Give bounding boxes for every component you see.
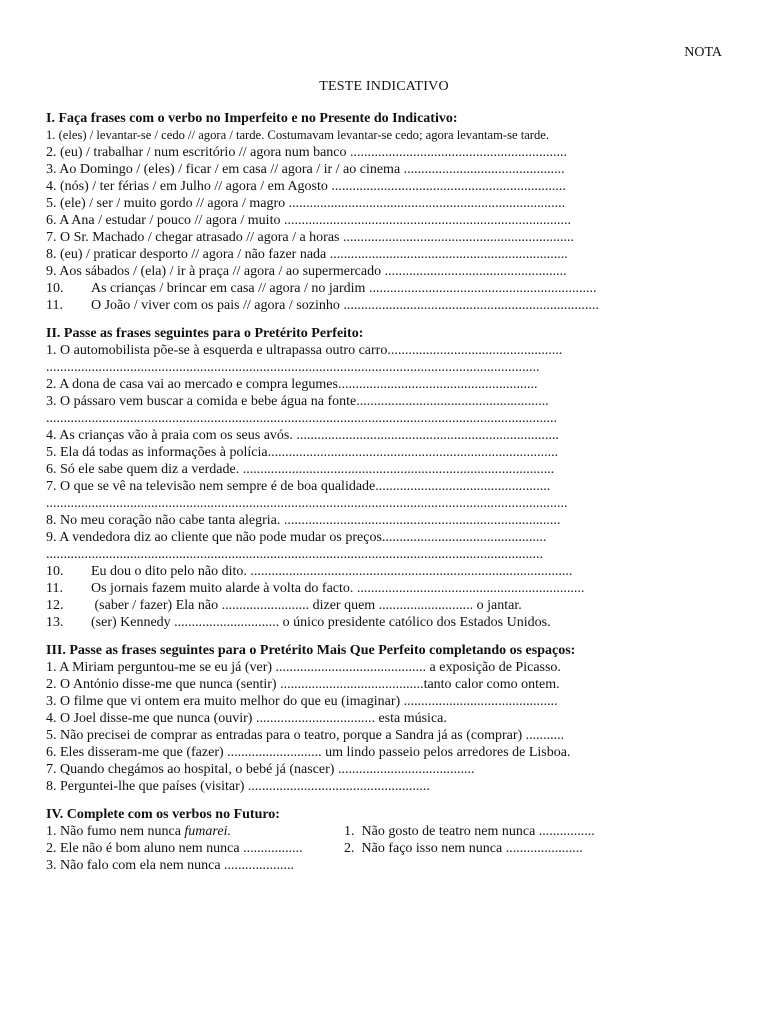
exercise-line: 4. O Joel disse-me que nunca (ouvir) .................................. esta música. (46, 711, 447, 726)
answer-line: .............................................................................................................................................. (46, 547, 543, 562)
exercise-line: 7. O Sr. Machado / chegar atrasado // agora / a horas .................................................................. (46, 230, 575, 245)
line-number: 2. (344, 841, 355, 856)
line-text: Não gosto de teatro nem nunca ................ (361, 824, 595, 839)
exercise-row (46, 857, 736, 874)
line-text: Os jornais fazem muito alarde à volta do facto. ................................................................. (91, 581, 585, 596)
exercise-line: 4. (nós) / ter férias / em Julho // agora / em Agosto ................................................................... (46, 179, 566, 194)
section-3-heading: III. Passe as frases seguintes para o Pretérito Mais Que Perfeito completando os espaços: (46, 643, 576, 658)
section-1 (46, 110, 736, 314)
worksheet-content (46, 110, 736, 874)
line-number: 13. (46, 615, 64, 630)
line-number: 1. (344, 824, 355, 839)
page-title: TESTE INDICATIVO (319, 79, 449, 94)
answer-line: ..................................................................................................................................................... (46, 496, 568, 511)
section-2 (46, 325, 736, 631)
exercise-line: 3. O filme que vi ontem era muito melhor do que eu (imaginar) ............................................ (46, 694, 558, 709)
exercise-line: 5. Não precisei de comprar as entradas para o teatro, porque a Sandra já as (comprar) ........... (46, 728, 565, 743)
exercise-line (46, 614, 736, 631)
exercise-line: 3. Ao Domingo / (eles) / ficar / em casa // agora / ir / ao cinema .............................................. (46, 162, 565, 177)
exercise-left: 3. Não falo com ela nem nunca .................... (46, 858, 295, 873)
exercise-line: 7. O que se vê na televisão nem sempre é de boa qualidade.................................................. (46, 479, 551, 494)
exercise-line: 8. Perguntei-lhe que países (visitar) .................................................... (46, 779, 430, 794)
exercise-line: 1. A Miriam perguntou-me se eu já (ver) ........................................... a exposição de Picasso. (46, 660, 561, 675)
line-number: 10. (46, 564, 64, 579)
exercise-left (46, 823, 344, 840)
line-text: Não faço isso nem nunca ...................... (361, 841, 583, 856)
line-number: 12. (46, 598, 64, 613)
exercise-line: 2. (eu) / trabalhar / num escritório // agora num banco .............................................................. (46, 145, 568, 160)
exercise-line (46, 580, 736, 597)
exercise-line: 9. Aos sábados / (ela) / ir à praça // agora / ao supermercado .................................................... (46, 264, 567, 279)
line-number: 11. (46, 581, 63, 596)
exercise-line: 5. Ela dá todas as informações à polícia................................................................................... (46, 445, 559, 460)
exercise-line (46, 597, 736, 614)
exercise-line: 6. A Ana / estudar / pouco // agora / muito .................................................................................. (46, 213, 571, 228)
exercise-left: 2. Ele não é bom aluno nem nunca ................. (46, 841, 303, 856)
line-text: Eu dou o dito pelo não dito. ............................................................................................ (91, 564, 573, 579)
answer-line: ............................................................................................................................................. (46, 360, 540, 375)
exercise-right (344, 823, 736, 840)
line-text: (ser) Kennedy .............................. o único presidente católico dos Estados Unidos. (91, 615, 551, 630)
exercise-line: 2. A dona de casa vai ao mercado e compra legumes......................................................... (46, 377, 538, 392)
exercise-row (46, 840, 736, 857)
grade-label: NOTA (684, 45, 722, 60)
section-3 (46, 642, 736, 795)
line-number: 10. (46, 281, 64, 296)
exercise-line: 3. O pássaro vem buscar a comida e bebe água na fonte....................................................... (46, 394, 549, 409)
line-text: 1. Não fumo nem nunca (46, 824, 185, 839)
line-text: (saber / fazer) Ela não ......................... dizer quem ........................... o jantar. (91, 598, 522, 613)
line-text: O João / viver com os pais // agora / sozinho ......................................................................... (91, 298, 599, 313)
exercise-line: 6. Só ele sabe quem diz a verdade. ......................................................................................... (46, 462, 555, 477)
exercise-line (46, 563, 736, 580)
exercise-line: 8. (eu) / praticar desporto // agora / não fazer nada .................................................................... (46, 247, 568, 262)
exercise-line: 1. (eles) / levantar-se / cedo // agora / tarde. Costumavam levantar-se cedo; agora levantam-se tarde. (46, 128, 550, 142)
line-number: 11. (46, 298, 63, 313)
section-1-heading: I. Faça frases com o verbo no Imperfeito e no Presente do Indicativo: (46, 111, 458, 126)
section-4 (46, 806, 736, 874)
section-4-heading: IV. Complete com os verbos no Futuro: (46, 807, 280, 822)
exercise-line: 6. Eles disseram-me que (fazer) ........................... um lindo passeio pelos arredores de Lisboa. (46, 745, 571, 760)
exercise-right (344, 840, 736, 857)
exercise-line: 1. O automobilista põe-se à esquerda e ultrapassa outro carro.................................................. (46, 343, 563, 358)
exercise-line (46, 280, 736, 297)
exercise-line: 2. O António disse-me que nunca (sentir) .........................................tanto calor como ontem. (46, 677, 560, 692)
exercise-line: 5. (ele) / ser / muito gordo // agora / magro ............................................................................... (46, 196, 566, 211)
exercise-line: 8. No meu coração não cabe tanta alegria. ............................................................................... (46, 513, 561, 528)
answer-line: .................................................................................................................................................. (46, 411, 557, 426)
exercise-line: 4. As crianças vão à praia com os seus avós. ........................................................................... (46, 428, 559, 443)
section-2-heading: II. Passe as frases seguintes para o Pretérito Perfeito: (46, 326, 364, 341)
exercise-row (46, 823, 736, 840)
exercise-line: 7. Quando chegámos ao hospital, o bebé já (nascer) ....................................... (46, 762, 475, 777)
example-answer: fumarei. (184, 824, 231, 839)
exercise-line: 9. A vendedora diz ao cliente que não pode mudar os preços............................................... (46, 530, 547, 545)
line-text: As crianças / brincar em casa // agora / no jardim ................................................................. (91, 281, 597, 296)
exercise-line (46, 297, 736, 314)
